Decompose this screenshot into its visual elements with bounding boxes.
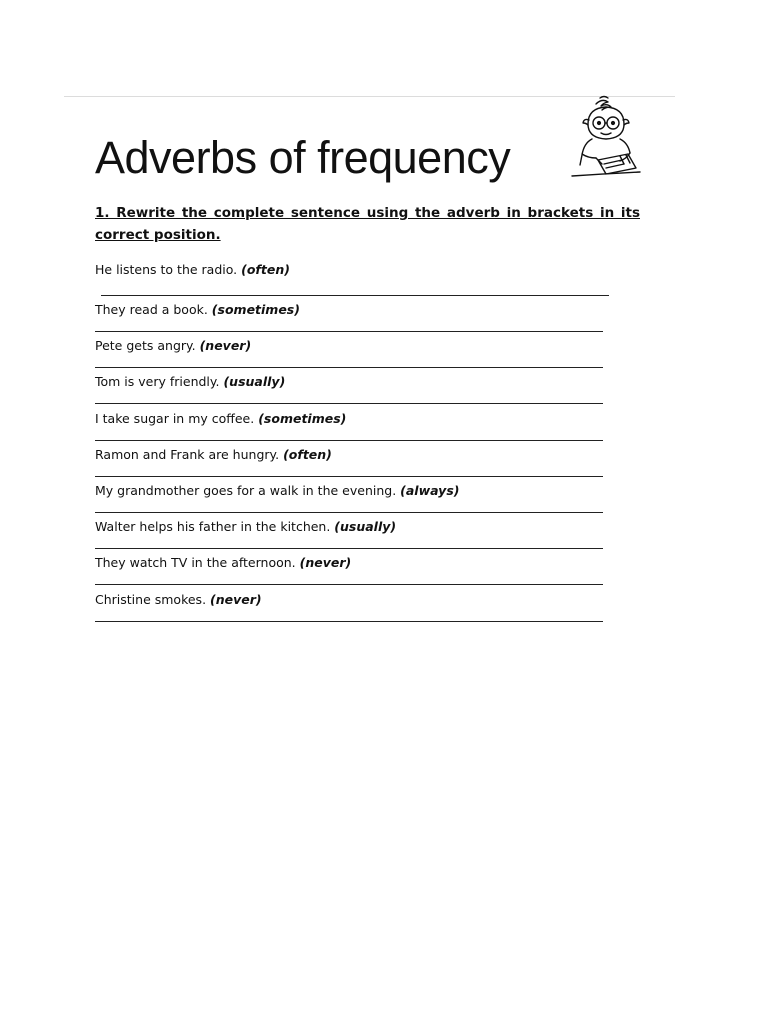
exercise-item-2 [95, 298, 615, 334]
instruction-line-1: 1. Rewrite the complete sentence using the adverb in brackets in its [95, 205, 640, 221]
adverb-hint: (sometimes) [258, 410, 347, 426]
adverb-hint: (never) [210, 591, 262, 607]
answer-line[interactable] [95, 440, 603, 441]
answer-line[interactable] [101, 295, 609, 296]
sentence-text: My grandmother goes for a walk in the evening. [95, 482, 401, 498]
exercise-instruction [95, 202, 640, 246]
sentence [95, 443, 615, 467]
answer-line[interactable] [95, 584, 603, 585]
sentence [95, 479, 615, 503]
exercise-item-5 [95, 407, 615, 443]
sentence [95, 515, 615, 539]
cartoon-student-with-glasses-icon [570, 94, 642, 184]
exercise-item-8 [95, 515, 615, 551]
exercise-item-1 [95, 258, 615, 298]
sentence-text: Pete gets angry. [95, 338, 200, 354]
exercise-item-7 [95, 479, 615, 515]
sentence-text: Tom is very friendly. [95, 374, 224, 390]
exercise-item-9 [95, 551, 615, 587]
exercise-item-6 [95, 443, 615, 479]
adverb-hint: (often) [283, 446, 332, 462]
sentence [95, 334, 615, 358]
adverb-hint: (often) [241, 262, 290, 277]
answer-line[interactable] [95, 512, 603, 513]
answer-line[interactable] [95, 476, 603, 477]
adverb-hint: (never) [199, 338, 252, 354]
sentence [95, 407, 615, 431]
sentence-text: Walter helps his father in the kitchen. [95, 519, 335, 535]
exercise-item-3 [95, 334, 615, 370]
sentence [95, 298, 615, 322]
answer-line[interactable] [95, 548, 603, 549]
sentence-text: They read a book. [95, 302, 212, 317]
exercise-list [95, 258, 615, 624]
adverb-hint: (usually) [334, 519, 397, 535]
sentence-text: I take sugar in my coffee. [95, 410, 259, 426]
worksheet-title: Adverbs of frequency [95, 132, 511, 183]
adverb-hint: (never) [299, 555, 352, 571]
answer-line[interactable] [95, 331, 603, 332]
sentence [95, 588, 615, 612]
sentence-text: They watch TV in the afternoon. [95, 555, 300, 571]
sentence-text: Ramon and Frank are hungry. [95, 446, 284, 462]
adverb-hint: (always) [400, 482, 460, 498]
answer-line[interactable] [95, 367, 603, 368]
sentence [95, 370, 615, 394]
exercise-item-10 [95, 588, 615, 624]
adverb-hint: (usually) [223, 374, 286, 390]
sentence-text: He listens to the radio. [95, 262, 242, 277]
answer-line[interactable] [95, 621, 603, 622]
sentence-text: Christine smokes. [95, 591, 211, 607]
sentence [95, 551, 615, 575]
instruction-line-2: correct position. [95, 227, 221, 243]
exercise-item-4 [95, 370, 615, 406]
adverb-hint: (sometimes) [211, 302, 300, 317]
sentence [95, 258, 615, 282]
answer-line[interactable] [95, 403, 603, 404]
